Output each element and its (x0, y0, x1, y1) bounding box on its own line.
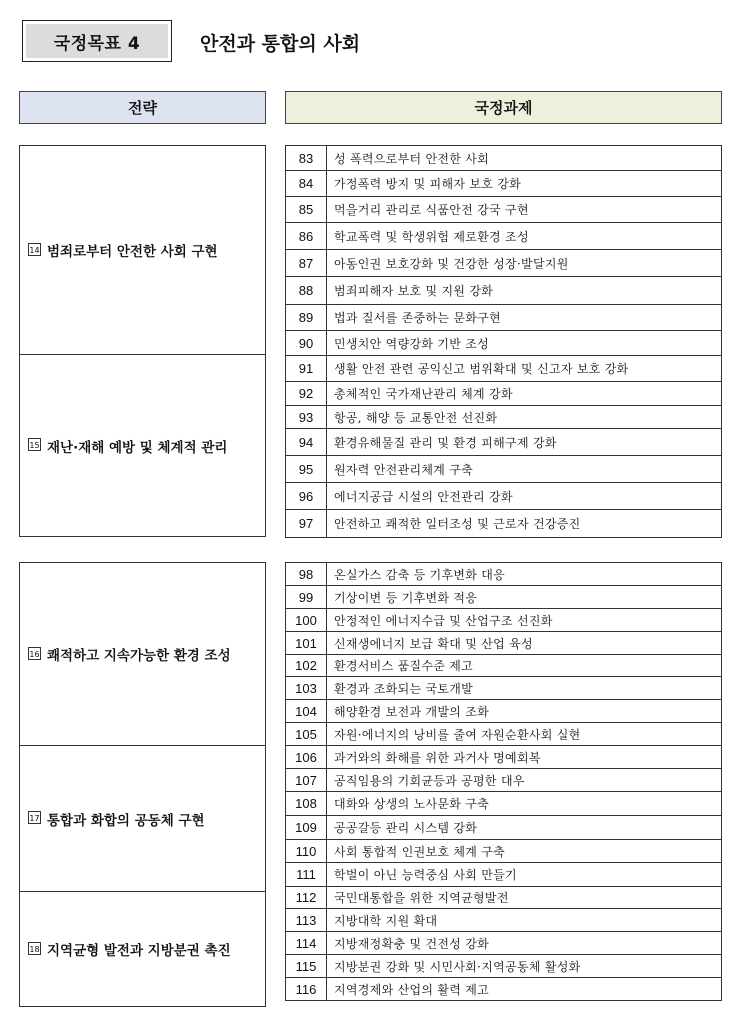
task-number: 102 (286, 655, 327, 677)
task-row (286, 677, 722, 700)
task-row (286, 223, 722, 250)
task-number: 83 (286, 146, 327, 171)
goal-title: 안전과 통합의 사회 (200, 33, 361, 55)
task-text: 생활 안전 관련 공익신고 범위확대 및 신고자 보호 강화 (327, 356, 722, 382)
task-number: 88 (286, 277, 327, 305)
task-row (286, 609, 722, 632)
task-text: 학벌이 아닌 능력중심 사회 만들기 (327, 863, 722, 887)
task-number: 96 (286, 483, 327, 510)
task-text: 해양환경 보전과 개발의 조화 (327, 700, 722, 723)
task-text: 환경유해물질 관리 및 환경 피해구제 강화 (327, 429, 722, 456)
task-row (286, 723, 722, 746)
task-number: 114 (286, 932, 327, 955)
task-number: 108 (286, 792, 327, 816)
task-number: 99 (286, 586, 327, 609)
task-text: 지방재정확충 및 건전성 강화 (327, 932, 722, 955)
task-text: 공직임용의 기회균등과 공평한 대우 (327, 769, 722, 792)
strategy-number: 18 (28, 942, 41, 955)
task-text: 온실가스 감축 등 기후변화 대응 (327, 563, 722, 586)
task-text: 안전하고 쾌적한 일터조성 및 근로자 건강증진 (327, 510, 722, 538)
task-row (286, 250, 722, 277)
task-number: 115 (286, 955, 327, 978)
task-number: 110 (286, 840, 327, 863)
task-number: 111 (286, 863, 327, 887)
task-text: 먹을거리 관리로 식품안전 강국 구현 (327, 197, 722, 223)
task-number: 85 (286, 197, 327, 223)
strategy-17 (19, 745, 266, 892)
strategy-label: 재난·재해 예방 및 체계적 관리 (47, 439, 228, 456)
task-number: 92 (286, 382, 327, 406)
task-row (286, 277, 722, 305)
task-text: 과거와의 화해를 위한 과거사 명예회복 (327, 746, 722, 769)
task-number: 105 (286, 723, 327, 746)
task-row (286, 746, 722, 769)
task-row (286, 146, 722, 171)
task-row (286, 978, 722, 1001)
task-text: 대화와 상생의 노사문화 구축 (327, 792, 722, 816)
task-text: 아동인권 보호강화 및 건강한 성장·발달지원 (327, 250, 722, 277)
task-number: 101 (286, 632, 327, 655)
task-number: 87 (286, 250, 327, 277)
task-row (286, 700, 722, 723)
task-row (286, 840, 722, 863)
task-number: 107 (286, 769, 327, 792)
task-row (286, 863, 722, 887)
task-row (286, 769, 722, 792)
task-number: 116 (286, 978, 327, 1001)
task-text: 자원·에너지의 낭비를 줄여 자원순환사회 실현 (327, 723, 722, 746)
task-text: 환경과 조화되는 국토개발 (327, 677, 722, 700)
task-text: 지방대학 지원 확대 (327, 909, 722, 932)
task-number: 97 (286, 510, 327, 538)
goal-badge (22, 20, 172, 62)
strategy-number: 16 (28, 647, 41, 660)
task-text: 안정적인 에너지수급 및 산업구조 선진화 (327, 609, 722, 632)
task-number: 109 (286, 816, 327, 840)
task-text: 에너지공급 시설의 안전관리 강화 (327, 483, 722, 510)
strategy-label: 통합과 화합의 공동체 구현 (47, 812, 205, 829)
task-number: 100 (286, 609, 327, 632)
task-row (286, 632, 722, 655)
task-text: 원자력 안전관리체계 구축 (327, 456, 722, 483)
task-number: 89 (286, 305, 327, 331)
strategy-18 (19, 891, 266, 1007)
task-row (286, 655, 722, 677)
strategy-number: 15 (28, 438, 41, 451)
task-row (286, 586, 722, 609)
task-text: 총체적인 국가재난관리 체계 강화 (327, 382, 722, 406)
task-text: 범죄피해자 보호 및 지원 강화 (327, 277, 722, 305)
task-row (286, 816, 722, 840)
task-row (286, 406, 722, 429)
task-row (286, 792, 722, 816)
task-text: 국민대통합을 위한 지역균형발전 (327, 887, 722, 909)
task-number: 98 (286, 563, 327, 586)
task-text: 가정폭력 방지 및 피해자 보호 강화 (327, 171, 722, 197)
tasks-table-2 (285, 562, 722, 1001)
task-row (286, 429, 722, 456)
task-text: 항공, 해양 등 교통안전 선진화 (327, 406, 722, 429)
tasks-table-1 (285, 145, 722, 538)
task-row (286, 171, 722, 197)
task-row (286, 197, 722, 223)
task-row (286, 331, 722, 356)
task-number: 84 (286, 171, 327, 197)
goal-label: 국정목표 4 (53, 33, 141, 54)
task-number: 106 (286, 746, 327, 769)
task-text: 민생치안 역량강화 기반 조성 (327, 331, 722, 356)
task-row (286, 456, 722, 483)
task-text: 지방분권 강화 및 시민사회·지역공동체 활성화 (327, 955, 722, 978)
strategy-label: 범죄로부터 안전한 사회 구현 (47, 244, 218, 260)
task-number: 90 (286, 331, 327, 356)
task-row (286, 955, 722, 978)
task-row (286, 510, 722, 538)
task-number: 103 (286, 677, 327, 700)
strategy-16 (19, 562, 266, 746)
task-row (286, 563, 722, 586)
task-text: 지역경제와 산업의 활력 제고 (327, 978, 722, 1001)
task-text: 법과 질서를 존중하는 문화구현 (327, 305, 722, 331)
strategy-label: 쾌적하고 지속가능한 환경 조성 (47, 648, 231, 664)
strategy-label: 지역균형 발전과 지방분권 촉진 (47, 943, 231, 959)
strategy-15 (19, 354, 266, 537)
task-text: 신재생에너지 보급 확대 및 산업 육성 (327, 632, 722, 655)
strategy-header: 전략 (19, 91, 266, 124)
strategy-number: 17 (28, 811, 41, 824)
task-number: 112 (286, 887, 327, 909)
task-text: 학교폭력 및 학생위험 제로환경 조성 (327, 223, 722, 250)
task-row (286, 909, 722, 932)
task-row (286, 356, 722, 382)
task-row (286, 305, 722, 331)
task-text: 성 폭력으로부터 안전한 사회 (327, 146, 722, 171)
task-text: 공공갈등 관리 시스템 강화 (327, 816, 722, 840)
task-number: 86 (286, 223, 327, 250)
task-row (286, 932, 722, 955)
task-number: 104 (286, 700, 327, 723)
task-row (286, 483, 722, 510)
strategy-14 (19, 145, 266, 355)
task-number: 91 (286, 356, 327, 382)
task-number: 94 (286, 429, 327, 456)
tasks-header: 국정과제 (285, 91, 722, 124)
task-text: 사회 통합적 인권보호 체계 구축 (327, 840, 722, 863)
task-row (286, 887, 722, 909)
task-text: 환경서비스 품질수준 제고 (327, 655, 722, 677)
strategy-number: 14 (28, 243, 41, 256)
task-number: 93 (286, 406, 327, 429)
task-number: 95 (286, 456, 327, 483)
task-row (286, 382, 722, 406)
task-number: 113 (286, 909, 327, 932)
task-text: 기상이변 등 기후변화 적응 (327, 586, 722, 609)
